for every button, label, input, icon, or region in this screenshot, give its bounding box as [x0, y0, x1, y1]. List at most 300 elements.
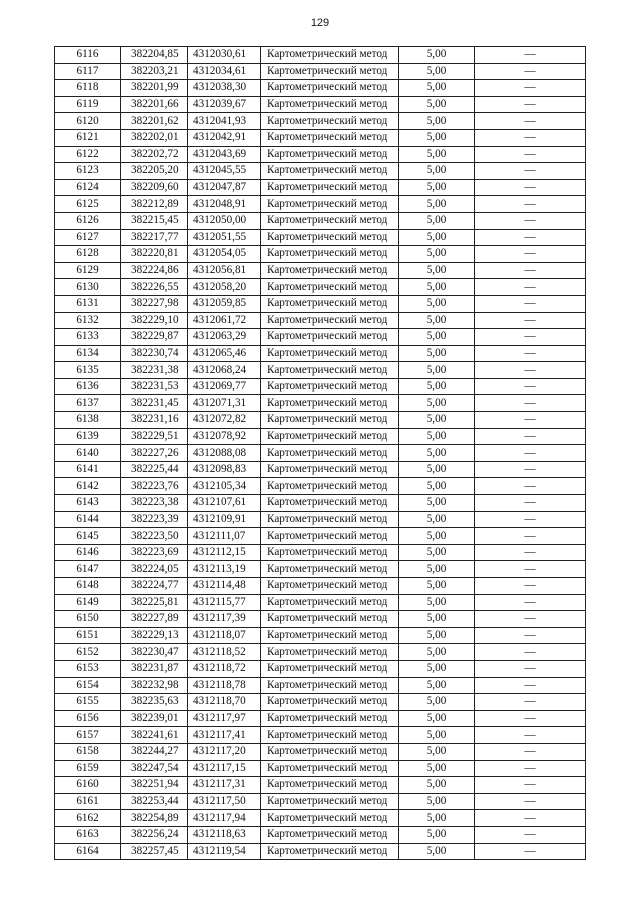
accuracy-cell: 5,00: [399, 362, 475, 379]
point-number-cell: 6136: [55, 378, 121, 395]
accuracy-cell: 5,00: [399, 428, 475, 445]
table-row: [55, 810, 586, 827]
point-number-cell: 6160: [55, 777, 121, 794]
note-cell: —: [475, 212, 586, 229]
y-coordinate-cell: 4312118,52: [188, 644, 261, 661]
method-cell: Картометрический метод: [261, 212, 399, 229]
note-cell: —: [475, 412, 586, 429]
point-number-cell: 6118: [55, 80, 121, 97]
y-coordinate-cell: 4312078,92: [188, 428, 261, 445]
method-cell: Картометрический метод: [261, 279, 399, 296]
method-cell: Картометрический метод: [261, 312, 399, 329]
y-coordinate-cell: 4312098,83: [188, 461, 261, 478]
table-row: [55, 478, 586, 495]
accuracy-cell: 5,00: [399, 163, 475, 180]
method-cell: Картометрический метод: [261, 826, 399, 843]
table-row: [55, 644, 586, 661]
y-coordinate-cell: 4312072,82: [188, 412, 261, 429]
accuracy-cell: 5,00: [399, 677, 475, 694]
table-row: [55, 362, 586, 379]
accuracy-cell: 5,00: [399, 246, 475, 263]
note-cell: —: [475, 229, 586, 246]
table-row: [55, 428, 586, 445]
method-cell: Картометрический метод: [261, 378, 399, 395]
accuracy-cell: 5,00: [399, 561, 475, 578]
point-number-cell: 6139: [55, 428, 121, 445]
x-coordinate-cell: 382225,81: [121, 594, 188, 611]
y-coordinate-cell: 4312065,46: [188, 345, 261, 362]
x-coordinate-cell: 382205,20: [121, 163, 188, 180]
method-cell: Картометрический метод: [261, 710, 399, 727]
method-cell: Картометрический метод: [261, 113, 399, 130]
table-row: [55, 544, 586, 561]
note-cell: —: [475, 378, 586, 395]
method-cell: Картометрический метод: [261, 395, 399, 412]
point-number-cell: 6134: [55, 345, 121, 362]
accuracy-cell: 5,00: [399, 329, 475, 346]
y-coordinate-cell: 4312030,61: [188, 47, 261, 64]
y-coordinate-cell: 4312115,77: [188, 594, 261, 611]
method-cell: Картометрический метод: [261, 295, 399, 312]
method-cell: Картометрический метод: [261, 129, 399, 146]
method-cell: Картометрический метод: [261, 262, 399, 279]
note-cell: —: [475, 561, 586, 578]
table-row: [55, 129, 586, 146]
note-cell: —: [475, 445, 586, 462]
note-cell: —: [475, 96, 586, 113]
x-coordinate-cell: 382251,94: [121, 777, 188, 794]
x-coordinate-cell: 382223,50: [121, 528, 188, 545]
accuracy-cell: 5,00: [399, 461, 475, 478]
table-row: [55, 47, 586, 64]
note-cell: —: [475, 80, 586, 97]
note-cell: —: [475, 163, 586, 180]
x-coordinate-cell: 382227,26: [121, 445, 188, 462]
table-row: [55, 660, 586, 677]
y-coordinate-cell: 4312058,20: [188, 279, 261, 296]
accuracy-cell: 5,00: [399, 196, 475, 213]
point-number-cell: 6146: [55, 544, 121, 561]
accuracy-cell: 5,00: [399, 47, 475, 64]
y-coordinate-cell: 4312069,77: [188, 378, 261, 395]
y-coordinate-cell: 4312117,97: [188, 710, 261, 727]
accuracy-cell: 5,00: [399, 345, 475, 362]
y-coordinate-cell: 4312061,72: [188, 312, 261, 329]
x-coordinate-cell: 382229,10: [121, 312, 188, 329]
y-coordinate-cell: 4312038,30: [188, 80, 261, 97]
method-cell: Картометрический метод: [261, 660, 399, 677]
x-coordinate-cell: 382253,44: [121, 793, 188, 810]
method-cell: Картометрический метод: [261, 445, 399, 462]
accuracy-cell: 5,00: [399, 578, 475, 595]
point-number-cell: 6130: [55, 279, 121, 296]
table-row: [55, 461, 586, 478]
note-cell: —: [475, 312, 586, 329]
y-coordinate-cell: 4312117,15: [188, 760, 261, 777]
point-number-cell: 6138: [55, 412, 121, 429]
accuracy-cell: 5,00: [399, 229, 475, 246]
method-cell: Картометрический метод: [261, 246, 399, 263]
point-number-cell: 6125: [55, 196, 121, 213]
point-number-cell: 6132: [55, 312, 121, 329]
note-cell: —: [475, 644, 586, 661]
x-coordinate-cell: 382230,47: [121, 644, 188, 661]
method-cell: Картометрический метод: [261, 362, 399, 379]
method-cell: Картометрический метод: [261, 163, 399, 180]
point-number-cell: 6161: [55, 793, 121, 810]
coordinates-table: [54, 46, 586, 860]
x-coordinate-cell: 382227,89: [121, 611, 188, 628]
point-number-cell: 6164: [55, 843, 121, 860]
note-cell: —: [475, 113, 586, 130]
accuracy-cell: 5,00: [399, 694, 475, 711]
table-row: [55, 262, 586, 279]
table-row: [55, 146, 586, 163]
x-coordinate-cell: 382223,69: [121, 544, 188, 561]
x-coordinate-cell: 382227,98: [121, 295, 188, 312]
note-cell: —: [475, 478, 586, 495]
table-row: [55, 412, 586, 429]
method-cell: Картометрический метод: [261, 611, 399, 628]
method-cell: Картометрический метод: [261, 495, 399, 512]
accuracy-cell: 5,00: [399, 395, 475, 412]
point-number-cell: 6135: [55, 362, 121, 379]
x-coordinate-cell: 382256,24: [121, 826, 188, 843]
x-coordinate-cell: 382224,77: [121, 578, 188, 595]
method-cell: Картометрический метод: [261, 677, 399, 694]
y-coordinate-cell: 4312088,08: [188, 445, 261, 462]
note-cell: —: [475, 295, 586, 312]
x-coordinate-cell: 382201,66: [121, 96, 188, 113]
note-cell: —: [475, 777, 586, 794]
note-cell: —: [475, 395, 586, 412]
note-cell: —: [475, 710, 586, 727]
note-cell: —: [475, 727, 586, 744]
accuracy-cell: 5,00: [399, 843, 475, 860]
table-row: [55, 677, 586, 694]
accuracy-cell: 5,00: [399, 262, 475, 279]
method-cell: Картометрический метод: [261, 179, 399, 196]
table-row: [55, 743, 586, 760]
method-cell: Картометрический метод: [261, 461, 399, 478]
point-number-cell: 6150: [55, 611, 121, 628]
x-coordinate-cell: 382247,54: [121, 760, 188, 777]
method-cell: Картометрический метод: [261, 810, 399, 827]
x-coordinate-cell: 382229,87: [121, 329, 188, 346]
method-cell: Картометрический метод: [261, 843, 399, 860]
accuracy-cell: 5,00: [399, 80, 475, 97]
accuracy-cell: 5,00: [399, 528, 475, 545]
note-cell: —: [475, 694, 586, 711]
method-cell: Картометрический метод: [261, 760, 399, 777]
table-row: [55, 694, 586, 711]
table-row: [55, 378, 586, 395]
table-row: [55, 196, 586, 213]
table-row: [55, 826, 586, 843]
table-body: [55, 47, 586, 860]
note-cell: —: [475, 627, 586, 644]
accuracy-cell: 5,00: [399, 279, 475, 296]
accuracy-cell: 5,00: [399, 627, 475, 644]
y-coordinate-cell: 4312071,31: [188, 395, 261, 412]
method-cell: Картометрический метод: [261, 627, 399, 644]
method-cell: Картометрический метод: [261, 329, 399, 346]
accuracy-cell: 5,00: [399, 96, 475, 113]
y-coordinate-cell: 4312111,07: [188, 528, 261, 545]
method-cell: Картометрический метод: [261, 544, 399, 561]
x-coordinate-cell: 382231,45: [121, 395, 188, 412]
note-cell: —: [475, 329, 586, 346]
note-cell: —: [475, 660, 586, 677]
note-cell: —: [475, 594, 586, 611]
table-row: [55, 80, 586, 97]
table-row: [55, 345, 586, 362]
point-number-cell: 6143: [55, 495, 121, 512]
y-coordinate-cell: 4312109,91: [188, 511, 261, 528]
y-coordinate-cell: 4312034,61: [188, 63, 261, 80]
y-coordinate-cell: 4312056,81: [188, 262, 261, 279]
point-number-cell: 6151: [55, 627, 121, 644]
x-coordinate-cell: 382239,01: [121, 710, 188, 727]
note-cell: —: [475, 760, 586, 777]
accuracy-cell: 5,00: [399, 743, 475, 760]
method-cell: Картометрический метод: [261, 345, 399, 362]
y-coordinate-cell: 4312059,85: [188, 295, 261, 312]
note-cell: —: [475, 495, 586, 512]
method-cell: Картометрический метод: [261, 428, 399, 445]
note-cell: —: [475, 611, 586, 628]
x-coordinate-cell: 382201,99: [121, 80, 188, 97]
point-number-cell: 6140: [55, 445, 121, 462]
y-coordinate-cell: 4312118,72: [188, 660, 261, 677]
y-coordinate-cell: 4312045,55: [188, 163, 261, 180]
x-coordinate-cell: 382226,55: [121, 279, 188, 296]
table-row: [55, 179, 586, 196]
table-row: [55, 212, 586, 229]
y-coordinate-cell: 4312113,19: [188, 561, 261, 578]
table-row: [55, 561, 586, 578]
y-coordinate-cell: 4312117,39: [188, 611, 261, 628]
table-row: [55, 113, 586, 130]
note-cell: —: [475, 528, 586, 545]
x-coordinate-cell: 382231,87: [121, 660, 188, 677]
table-row: [55, 445, 586, 462]
table-row: [55, 63, 586, 80]
page-number: 129: [310, 17, 330, 29]
x-coordinate-cell: 382217,77: [121, 229, 188, 246]
note-cell: —: [475, 179, 586, 196]
table-row: [55, 528, 586, 545]
accuracy-cell: 5,00: [399, 378, 475, 395]
table-row: [55, 163, 586, 180]
method-cell: Картометрический метод: [261, 196, 399, 213]
point-number-cell: 6126: [55, 212, 121, 229]
accuracy-cell: 5,00: [399, 63, 475, 80]
y-coordinate-cell: 4312118,63: [188, 826, 261, 843]
accuracy-cell: 5,00: [399, 810, 475, 827]
point-number-cell: 6144: [55, 511, 121, 528]
y-coordinate-cell: 4312063,29: [188, 329, 261, 346]
point-number-cell: 6157: [55, 727, 121, 744]
accuracy-cell: 5,00: [399, 445, 475, 462]
accuracy-cell: 5,00: [399, 760, 475, 777]
note-cell: —: [475, 743, 586, 760]
y-coordinate-cell: 4312119,54: [188, 843, 261, 860]
note-cell: —: [475, 246, 586, 263]
table-row: [55, 329, 586, 346]
accuracy-cell: 5,00: [399, 312, 475, 329]
accuracy-cell: 5,00: [399, 113, 475, 130]
note-cell: —: [475, 843, 586, 860]
point-number-cell: 6133: [55, 329, 121, 346]
accuracy-cell: 5,00: [399, 179, 475, 196]
x-coordinate-cell: 382220,81: [121, 246, 188, 263]
x-coordinate-cell: 382254,89: [121, 810, 188, 827]
x-coordinate-cell: 382229,13: [121, 627, 188, 644]
x-coordinate-cell: 382204,85: [121, 47, 188, 64]
point-number-cell: 6156: [55, 710, 121, 727]
accuracy-cell: 5,00: [399, 146, 475, 163]
table-row: [55, 611, 586, 628]
table-row: [55, 578, 586, 595]
note-cell: —: [475, 362, 586, 379]
note-cell: —: [475, 511, 586, 528]
table-row: [55, 793, 586, 810]
method-cell: Картометрический метод: [261, 80, 399, 97]
y-coordinate-cell: 4312068,24: [188, 362, 261, 379]
point-number-cell: 6121: [55, 129, 121, 146]
y-coordinate-cell: 4312117,50: [188, 793, 261, 810]
method-cell: Картометрический метод: [261, 146, 399, 163]
x-coordinate-cell: 382209,60: [121, 179, 188, 196]
y-coordinate-cell: 4312117,94: [188, 810, 261, 827]
method-cell: Картометрический метод: [261, 478, 399, 495]
method-cell: Картометрический метод: [261, 511, 399, 528]
y-coordinate-cell: 4312042,91: [188, 129, 261, 146]
point-number-cell: 6137: [55, 395, 121, 412]
x-coordinate-cell: 382212,89: [121, 196, 188, 213]
table-row: [55, 627, 586, 644]
x-coordinate-cell: 382223,39: [121, 511, 188, 528]
y-coordinate-cell: 4312117,41: [188, 727, 261, 744]
note-cell: —: [475, 826, 586, 843]
accuracy-cell: 5,00: [399, 511, 475, 528]
y-coordinate-cell: 4312117,20: [188, 743, 261, 760]
point-number-cell: 6155: [55, 694, 121, 711]
accuracy-cell: 5,00: [399, 212, 475, 229]
y-coordinate-cell: 4312118,07: [188, 627, 261, 644]
x-coordinate-cell: 382229,51: [121, 428, 188, 445]
table-row: [55, 760, 586, 777]
note-cell: —: [475, 810, 586, 827]
x-coordinate-cell: 382201,62: [121, 113, 188, 130]
point-number-cell: 6163: [55, 826, 121, 843]
method-cell: Картометрический метод: [261, 777, 399, 794]
table-row: [55, 395, 586, 412]
point-number-cell: 6159: [55, 760, 121, 777]
point-number-cell: 6119: [55, 96, 121, 113]
table-row: [55, 312, 586, 329]
note-cell: —: [475, 47, 586, 64]
y-coordinate-cell: 4312118,78: [188, 677, 261, 694]
point-number-cell: 6152: [55, 644, 121, 661]
note-cell: —: [475, 146, 586, 163]
y-coordinate-cell: 4312048,91: [188, 196, 261, 213]
table-row: [55, 727, 586, 744]
point-number-cell: 6131: [55, 295, 121, 312]
note-cell: —: [475, 262, 586, 279]
point-number-cell: 6122: [55, 146, 121, 163]
note-cell: —: [475, 196, 586, 213]
method-cell: Картометрический метод: [261, 412, 399, 429]
point-number-cell: 6154: [55, 677, 121, 694]
point-number-cell: 6128: [55, 246, 121, 263]
x-coordinate-cell: 382223,38: [121, 495, 188, 512]
note-cell: —: [475, 461, 586, 478]
y-coordinate-cell: 4312041,93: [188, 113, 261, 130]
method-cell: Картометрический метод: [261, 578, 399, 595]
x-coordinate-cell: 382231,38: [121, 362, 188, 379]
point-number-cell: 6123: [55, 163, 121, 180]
accuracy-cell: 5,00: [399, 412, 475, 429]
x-coordinate-cell: 382235,63: [121, 694, 188, 711]
accuracy-cell: 5,00: [399, 793, 475, 810]
y-coordinate-cell: 4312112,15: [188, 544, 261, 561]
point-number-cell: 6147: [55, 561, 121, 578]
table-row: [55, 96, 586, 113]
table-row: [55, 843, 586, 860]
y-coordinate-cell: 4312118,70: [188, 694, 261, 711]
x-coordinate-cell: 382230,74: [121, 345, 188, 362]
point-number-cell: 6124: [55, 179, 121, 196]
point-number-cell: 6158: [55, 743, 121, 760]
accuracy-cell: 5,00: [399, 295, 475, 312]
point-number-cell: 6127: [55, 229, 121, 246]
table-row: [55, 246, 586, 263]
x-coordinate-cell: 382202,72: [121, 146, 188, 163]
x-coordinate-cell: 382232,98: [121, 677, 188, 694]
y-coordinate-cell: 4312105,34: [188, 478, 261, 495]
y-coordinate-cell: 4312114,48: [188, 578, 261, 595]
method-cell: Картометрический метод: [261, 727, 399, 744]
note-cell: —: [475, 544, 586, 561]
x-coordinate-cell: 382257,45: [121, 843, 188, 860]
method-cell: Картометрический метод: [261, 594, 399, 611]
point-number-cell: 6120: [55, 113, 121, 130]
method-cell: Картометрический метод: [261, 561, 399, 578]
note-cell: —: [475, 793, 586, 810]
accuracy-cell: 5,00: [399, 710, 475, 727]
point-number-cell: 6162: [55, 810, 121, 827]
y-coordinate-cell: 4312051,55: [188, 229, 261, 246]
accuracy-cell: 5,00: [399, 594, 475, 611]
x-coordinate-cell: 382203,21: [121, 63, 188, 80]
point-number-cell: 6153: [55, 660, 121, 677]
accuracy-cell: 5,00: [399, 660, 475, 677]
y-coordinate-cell: 4312039,67: [188, 96, 261, 113]
y-coordinate-cell: 4312050,00: [188, 212, 261, 229]
point-number-cell: 6129: [55, 262, 121, 279]
note-cell: —: [475, 578, 586, 595]
note-cell: —: [475, 279, 586, 296]
accuracy-cell: 5,00: [399, 544, 475, 561]
point-number-cell: 6141: [55, 461, 121, 478]
point-number-cell: 6149: [55, 594, 121, 611]
method-cell: Картометрический метод: [261, 229, 399, 246]
accuracy-cell: 5,00: [399, 777, 475, 794]
x-coordinate-cell: 382231,53: [121, 378, 188, 395]
x-coordinate-cell: 382244,27: [121, 743, 188, 760]
